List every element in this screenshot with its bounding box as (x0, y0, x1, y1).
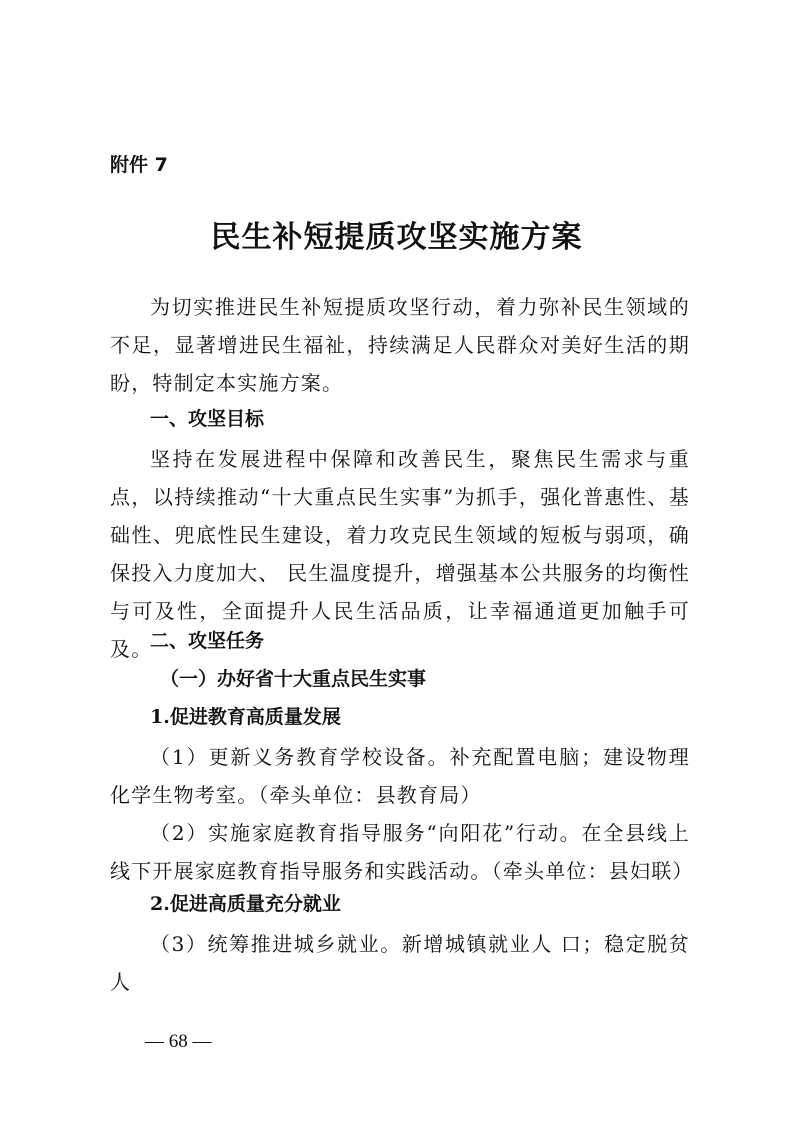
item-1-point-2: （2）实施家庭教育指导服务“向阳花”行动。在全县线上线下开展家庭教育指导服务和实践活动。（牵头单位：县妇联） (110, 821, 694, 883)
section-1-body: 坚持在发展进程中保障和改善民生，聚焦民生需求与重点，以持续推动“十大重点民生实事”为抓手，强化普惠性、基础性、兜底性民生建设，着力攻克民生领域的短板与弱项，确保投入力度加大、 民生温度提升，增强基本公共服务的均衡性与可及性，全面提升人民生活品质，让幸福通道更加触手可及。 (110, 447, 690, 661)
section-2-heading: 二、攻坚任务 (150, 630, 265, 652)
item-1-point-1: （1）更新义务教育学校设备。补充配置电脑；建设物理化学生物考室。（牵头单位：县教育局） (110, 745, 690, 807)
section-2-subheading: （一）办好省十大重点民生实事 (160, 668, 427, 690)
attachment-label: 附件 7 (110, 154, 168, 176)
item-2-heading: 2.促进高质量充分就业 (150, 893, 341, 915)
item-1-heading: 1.促进教育高质量发展 (150, 706, 341, 728)
page-number: — 68 — (145, 1031, 212, 1052)
document-title: 民生补短提质攻坚实施方案 (210, 220, 583, 255)
item-2-point-3: （3）统筹推进城乡就业。新增城镇就业人 口；稳定脱贫人 (110, 932, 690, 994)
intro-paragraph: 为切实推进民生补短提质攻坚行动，着力弥补民生领域的不足，显著增进民生福祉，持续满足人民群众对美好生活的期盼，特制定本实施方案。 (110, 295, 690, 395)
section-1-heading: 一、攻坚目标 (150, 408, 265, 430)
